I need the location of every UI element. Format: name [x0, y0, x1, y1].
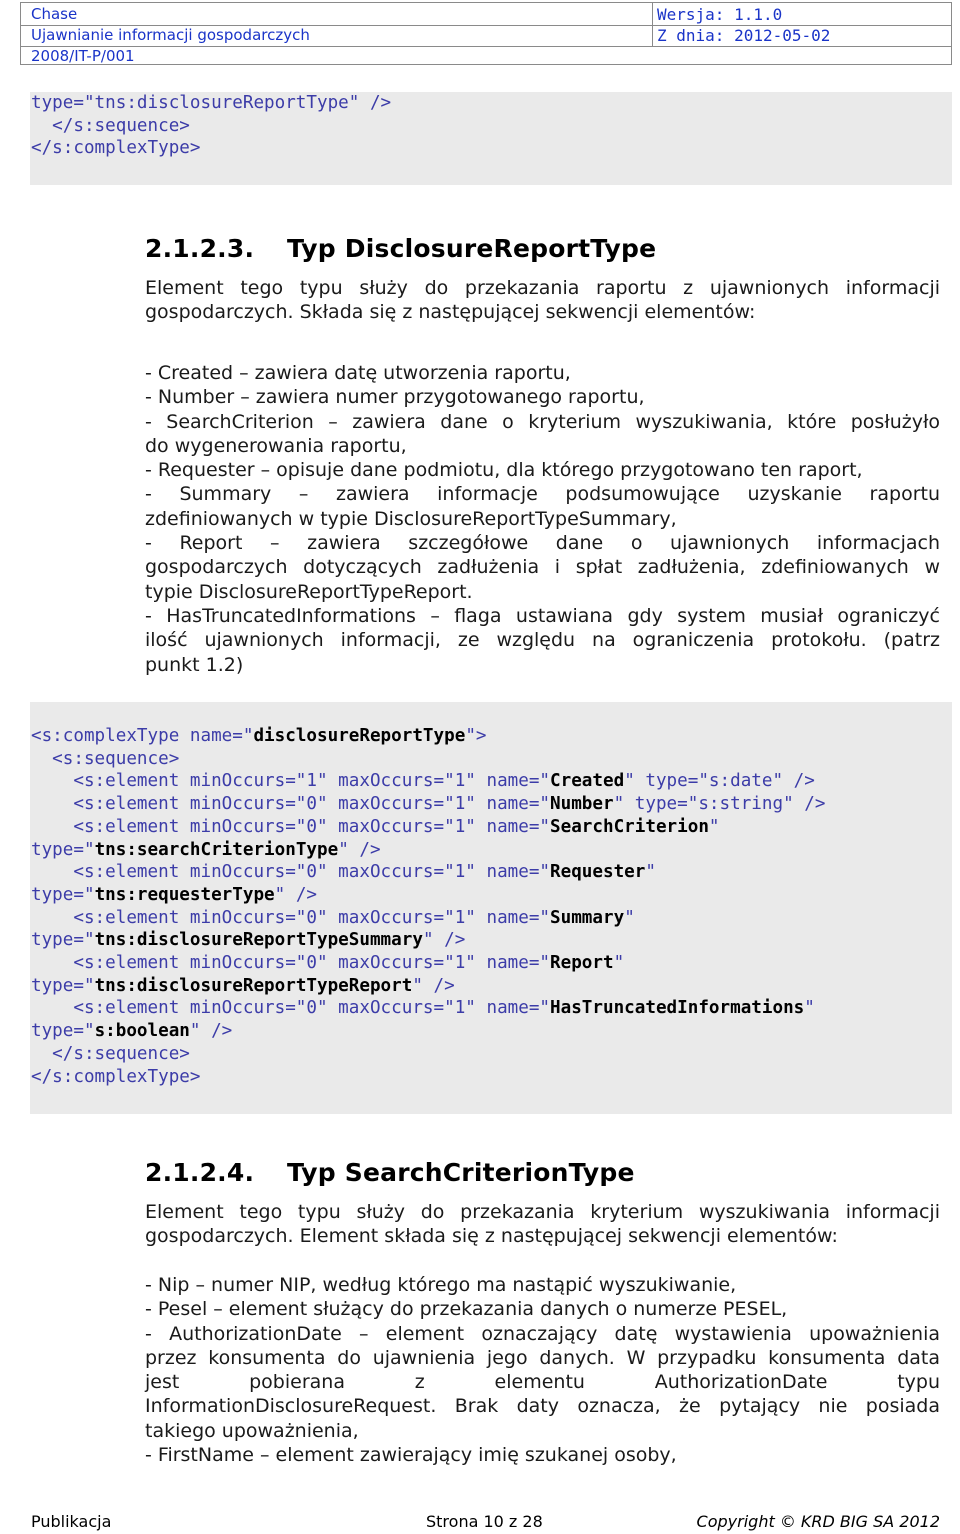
list-item: gospodarczych dotyczących zadłużenia i spłat zadłużenia, zdefiniowanych w [145, 556, 940, 579]
header-version: Wersja: 1.1.0 [657, 5, 783, 24]
code-value: Report [550, 953, 614, 974]
code-text: type=" [31, 930, 95, 951]
code-text: </s:sequence> [31, 1043, 190, 1064]
code-text: " [804, 998, 815, 1019]
code-value: SearchCriterion [550, 816, 709, 837]
section-heading [145, 1158, 635, 1187]
code-text: <s:element minOccurs="0" maxOccurs="1" name=" [31, 816, 551, 837]
code-text: " /> [412, 975, 455, 996]
page-header [20, 2, 952, 65]
code-text: " /> [274, 884, 318, 905]
code-value: tns:searchCriterionType [94, 839, 339, 860]
code-lines-top [31, 92, 391, 160]
header-divider [21, 46, 951, 47]
header-title: Ujawnianie informacji gospodarczych [31, 26, 310, 44]
list-item: - Summary – zawiera informacje podsumowujące uzyskanie raportu [145, 483, 940, 506]
text-line: Element tego typu służy do przekazania raportu z ujawnionych informacji [145, 277, 940, 299]
code-text: "> [465, 726, 487, 746]
code-text: <s:sequence> [31, 748, 180, 769]
list-item: takiego upoważnienia, [145, 1419, 359, 1442]
code-value: Number [550, 794, 614, 815]
code-text: <s:element minOccurs="0" maxOccurs="1" name=" [31, 998, 551, 1019]
header-doc-id: 2008/IT-P/001 [31, 47, 135, 65]
code-text: " [613, 953, 625, 974]
list-item: - Report – zawiera szczegółowe dane o ujawnionych informacjach [145, 532, 940, 555]
code-text: <s:element minOccurs="0" maxOccurs="1" name=" [31, 907, 551, 928]
code-text: " /> [422, 930, 466, 951]
code-value: Created [550, 771, 625, 792]
code-line: </s:sequence> [31, 115, 190, 136]
section-number: 2.1.2.3. [145, 234, 255, 263]
code-lines-main [31, 725, 825, 1088]
header-company: Chase [31, 5, 78, 23]
code-text: " [708, 816, 720, 837]
code-text: type=" [31, 884, 95, 905]
list-item: ilość ujawnionych informacji, ze względu na ograniczenia protokołu. (patrz [145, 629, 940, 652]
section-intro [145, 276, 940, 325]
list-item: przez konsumenta do ujawnienia jego danych. W przypadku konsumenta data [145, 1346, 940, 1369]
list-item: typie DisclosureReportTypeReport. [145, 580, 473, 603]
list-item: - Pesel – element służący do przekazania danych o numerze PESEL, [145, 1298, 788, 1321]
code-value: HasTruncatedInformations [550, 998, 805, 1019]
list-item: InformationDisclosureRequest. Brak daty oznacza, że pytający nie posiada [145, 1395, 940, 1418]
code-value: tns:disclosureReportTypeReport [94, 975, 413, 996]
code-value: Requester [550, 862, 646, 883]
section-intro [145, 1200, 940, 1249]
code-text: type=" [31, 975, 95, 996]
code-text: " /> [189, 1021, 233, 1042]
code-text: <s:element minOccurs="1" maxOccurs="1" name=" [31, 771, 551, 792]
code-text: " type="s:string" /> [613, 794, 826, 815]
list-item: - AuthorizationDate – element oznaczający datę wystawienia upoważnienia [145, 1322, 940, 1345]
text-line: gospodarczych. Element składa się z następującej sekwencji elementów: [145, 1225, 838, 1248]
code-text: " [624, 907, 635, 928]
list-item: - HasTruncatedInformations – flaga ustawiana gdy system musiał ograniczyć [145, 604, 940, 627]
footer-copyright: Copyright © KRD BIG SA 2012 [696, 1512, 940, 1531]
code-value: tns:requesterType [94, 884, 275, 905]
list-item: do wygenerowania raportu, [145, 434, 407, 457]
code-value: disclosureReportType [253, 726, 466, 746]
list-item: punkt 1.2) [145, 653, 244, 676]
code-line: </s:complexType> [31, 138, 201, 159]
footer-publication: Publikacja [31, 1512, 112, 1531]
code-value: tns:disclosureReportTypeSummary [94, 930, 423, 951]
section-heading [145, 234, 656, 263]
list-item: - Requester – opisuje dane podmiotu, dla którego przygotowano ten raport, [145, 459, 863, 482]
code-text: </s:complexType> [31, 1066, 201, 1087]
list-item: jest pobierana z elementu AuthorizationDate typu [145, 1371, 940, 1394]
code-value: Summary [550, 907, 625, 928]
list-item: - Number – zawiera numer przygotowanego raportu, [145, 386, 645, 409]
header-divider [652, 3, 653, 46]
code-text: type=" [31, 839, 95, 860]
list-item: - Nip – numer NIP, według którego ma nastąpić wyszukiwanie, [145, 1274, 737, 1296]
code-text: " type="s:date" /> [624, 771, 815, 792]
code-text: type=" [31, 1021, 95, 1042]
code-text: <s:element minOccurs="0" maxOccurs="1" name=" [31, 794, 551, 815]
code-text: <s:element minOccurs="0" maxOccurs="1" name=" [31, 862, 551, 883]
list-item: - Created – zawiera datę utworzenia raportu, [145, 362, 571, 384]
element-list [145, 361, 940, 677]
element-list [145, 1273, 940, 1467]
list-item: - SearchCriterion – zawiera dane o kryterium wyszukiwania, które posłużyło [145, 410, 940, 433]
code-text: " [645, 862, 656, 883]
section-title: Typ DisclosureReportType [287, 234, 657, 263]
text-line: gospodarczych. Składa się z następującej sekwencji elementów: [145, 301, 756, 324]
section-number: 2.1.2.4. [145, 1158, 255, 1187]
code-value: s:boolean [94, 1021, 190, 1042]
section-title: Typ SearchCriterionType [287, 1158, 635, 1187]
list-item: zdefiniowanych w typie DisclosureReportTypeSummary, [145, 507, 677, 530]
code-text: <s:complexType name=" [31, 726, 254, 746]
code-text: " /> [338, 839, 381, 860]
header-date: Z dnia: 2012-05-02 [657, 26, 831, 45]
text-line: Element tego typu służy do przekazania kryterium wyszukiwania informacji [145, 1201, 940, 1223]
footer-page-number: Strona 10 z 28 [426, 1512, 543, 1531]
code-text: <s:element minOccurs="0" maxOccurs="1" name=" [31, 953, 551, 974]
list-item: - FirstName – element zawierający imię szukanej osoby, [145, 1444, 677, 1467]
code-line: type="tns:disclosureReportType" /> [31, 93, 392, 113]
